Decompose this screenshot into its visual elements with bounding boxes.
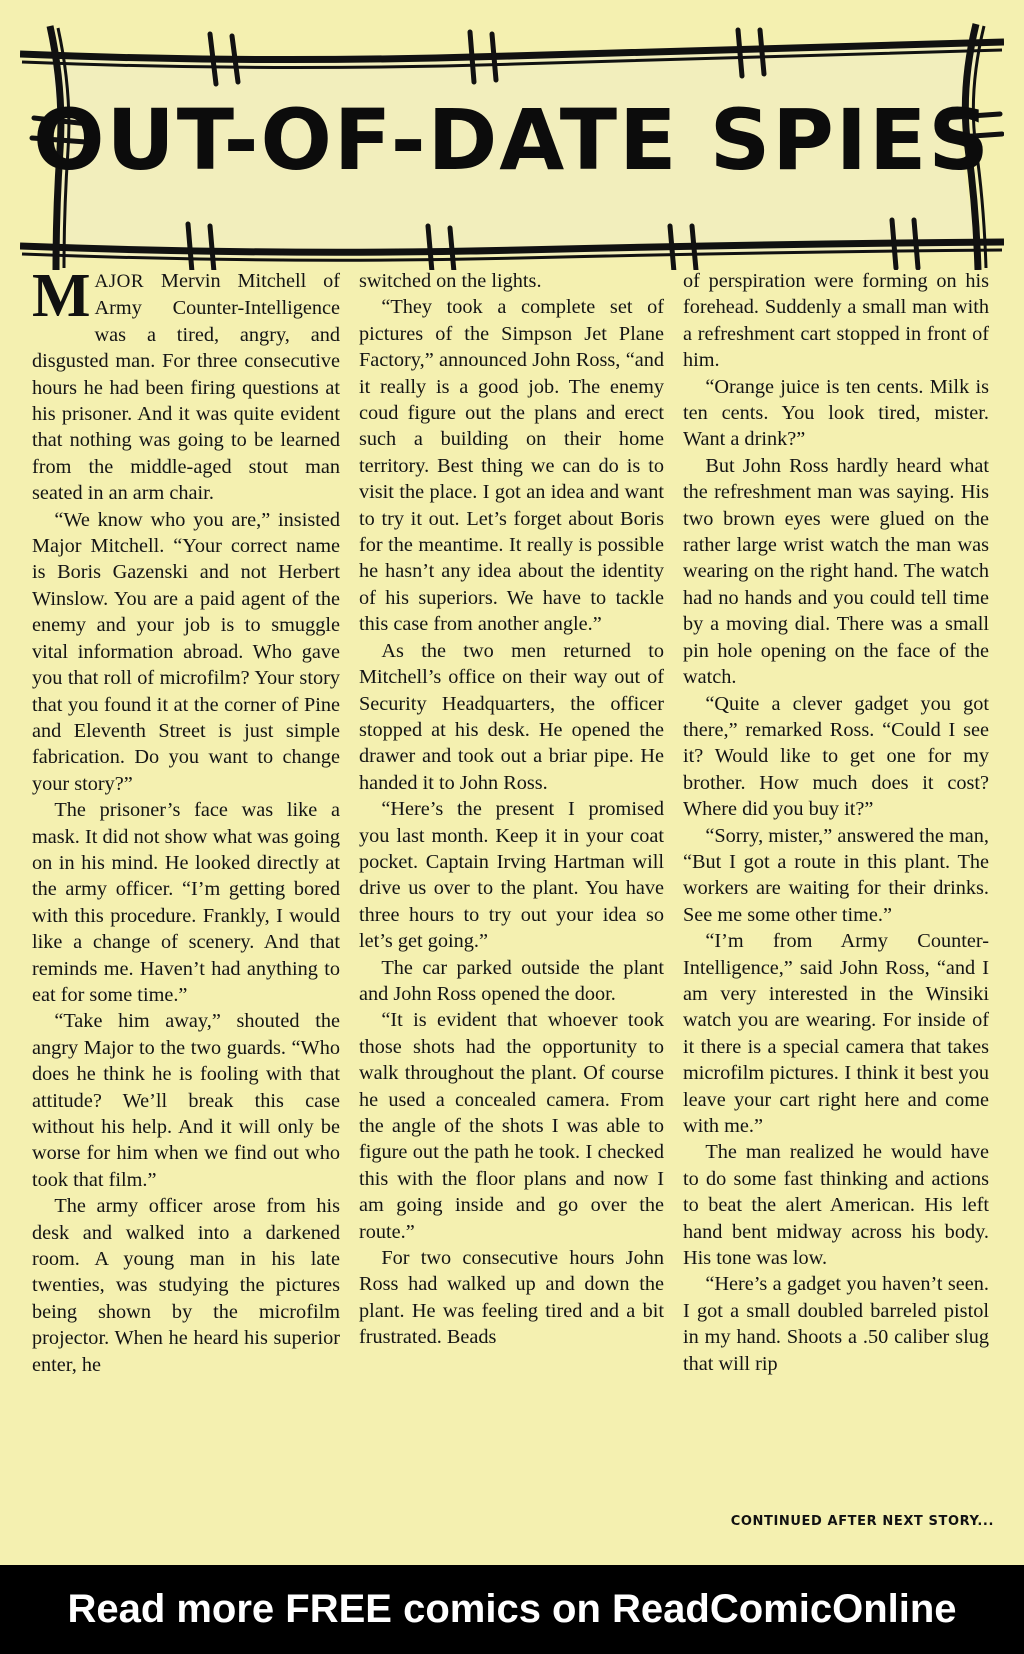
article-paragraph: “It is evident that whoever took those shots had the opportunity to walk throughout the plant. Of course he used a concealed camera. From the angle of the shots I was able to figure out the path he took. I checked this with the floor plans and now I am going inside and go over the route.” [359, 1009, 664, 1243]
article-paragraph: “Orange juice is ten cents. Milk is ten cents. You look tired, mister. Want a drink?” [683, 375, 989, 451]
article-paragraph: of perspiration were forming on his forehead. Suddenly a small man with a refreshment cart stopped in front of him. [683, 270, 989, 372]
article-paragraph: “Here’s the present I promised you last month. Keep it in your coat pocket. Captain Irving Hartman will drive us over to the plant. You have three hours to try out your idea so let’s get going.” [359, 798, 664, 953]
article-paragraph: The army officer arose from his desk and walked into a darkened room. A young man in his late twenties, was studying the pictures being shown by the microfilm projector. When he heard his superior enter, he [32, 1195, 340, 1376]
footer-banner-text[interactable]: Read more FREE comics on ReadComicOnline [67, 1587, 957, 1631]
title-panel [20, 20, 1004, 270]
article-paragraph: As the two men returned to Mitchell’s office on their way out of Security Headquarters, the officer stopped at his desk. He opened the drawer and took out a briar pipe. He handed it to John Ross. [359, 639, 664, 794]
article-paragraph [32, 262, 340, 507]
footer-banner[interactable] [0, 1565, 1024, 1654]
article-paragraph: “Sorry, mister,” answered the man, “But I got a route in this plant. The workers are waiting for their drinks. See me some other time.” [683, 824, 989, 926]
article-column-3 [683, 268, 989, 1518]
page-title: OUT-OF-DATE SPIES [33, 91, 991, 189]
continued-note: CONTINUED AFTER NEXT STORY... [730, 1514, 994, 1529]
paragraph-text: Mervin Mitchell of Army Counter-Intelligence was a tired, angry, and disgusted man. For three consecutive hours he had been firing questions at his prisoner. And it was quite evident that nothing was going to be learned from the middle-aged stout man seated in an arm chair. [32, 270, 340, 505]
article-paragraph: “They took a complete set of pictures of the Simpson Jet Plane Factory,” announced John Ross, “and it really is a good job. The enemy coud figure out the plans and erect such a building on their home territory. Best thing we can do is to visit the place. I got an idea and want to try it out. Let’s forget about Boris for the meantime. It really is possible he hasn’t any idea about the identity of his superiors. We have to tackle this case from another angle.” [359, 296, 664, 636]
article-paragraph: But John Ross hardly heard what the refreshment man was saying. His two brown eyes were glued on the rather large wrist watch the man was wearing on the right hand. The watch had no hands and you could tell time by a moving dial. There was a small pin hole opening on the face of the watch. [683, 454, 989, 689]
article-paragraph: “Take him away,” shouted the angry Major to the two guards. “Who does he think he is fooling with that attitude? We’ll break this case without his help. And it will only be worse for him when we find out who took that film.” [32, 1010, 340, 1191]
drop-cap: M [32, 262, 91, 330]
article-paragraph: The prisoner’s face was like a mask. It did not show what was going on in his mind. He looked directly at the army officer. “I’m getting bored with this procedure. Frankly, I would like a change of scenery. And that reminds me. Haven’t had anything to eat for some time.” [32, 799, 340, 1006]
article-paragraph: For two consecutive hours John Ross had walked up and down the plant. He was feeling tired and a bit frustrated. Beads [359, 1247, 664, 1349]
article-column-1 [32, 262, 340, 1518]
article-paragraph: switched on the lights. [359, 270, 542, 292]
article-paragraph: The man realized he would have to do some fast thinking and actions to beat the alert American. His left hand bent midway across his body. His tone was low. [683, 1141, 989, 1270]
article-paragraph: “Quite a clever gadget you got there,” remarked Ross. “Could I see it? Would like to get one for my brother. How much does it cost? Where did you buy it?” [683, 692, 989, 821]
article-column-2 [359, 268, 664, 1518]
lead-word: AJOR [94, 271, 145, 292]
article-paragraph: “We know who you are,” insisted Major Mitchell. “Your correct name is Boris Gazenski and not Herbert Winslow. You are a paid agent of the enemy and your job is to smuggle vital information abroad. Who gave you that roll of microfilm? Your story that you found it at the corner of Pine and Eleventh Street is just simple fabrication. Do you want to change your story?” [32, 508, 340, 795]
article-paragraph: The car parked outside the plant and John Ross opened the door. [359, 956, 664, 1005]
article-paragraph: “I’m from Army Counter-Intelligence,” said John Ross, “and I am very interested in the Winsiki watch you are wearing. For inside of it there is a special camera that takes microfilm pictures. I think it best you leave your cart right here and come with me.” [683, 930, 989, 1137]
article-paragraph: “Here’s a gadget you haven’t seen. I got a small doubled barreled pistol in my hand. Shoots a .50 caliber slug that will rip [683, 1273, 989, 1375]
